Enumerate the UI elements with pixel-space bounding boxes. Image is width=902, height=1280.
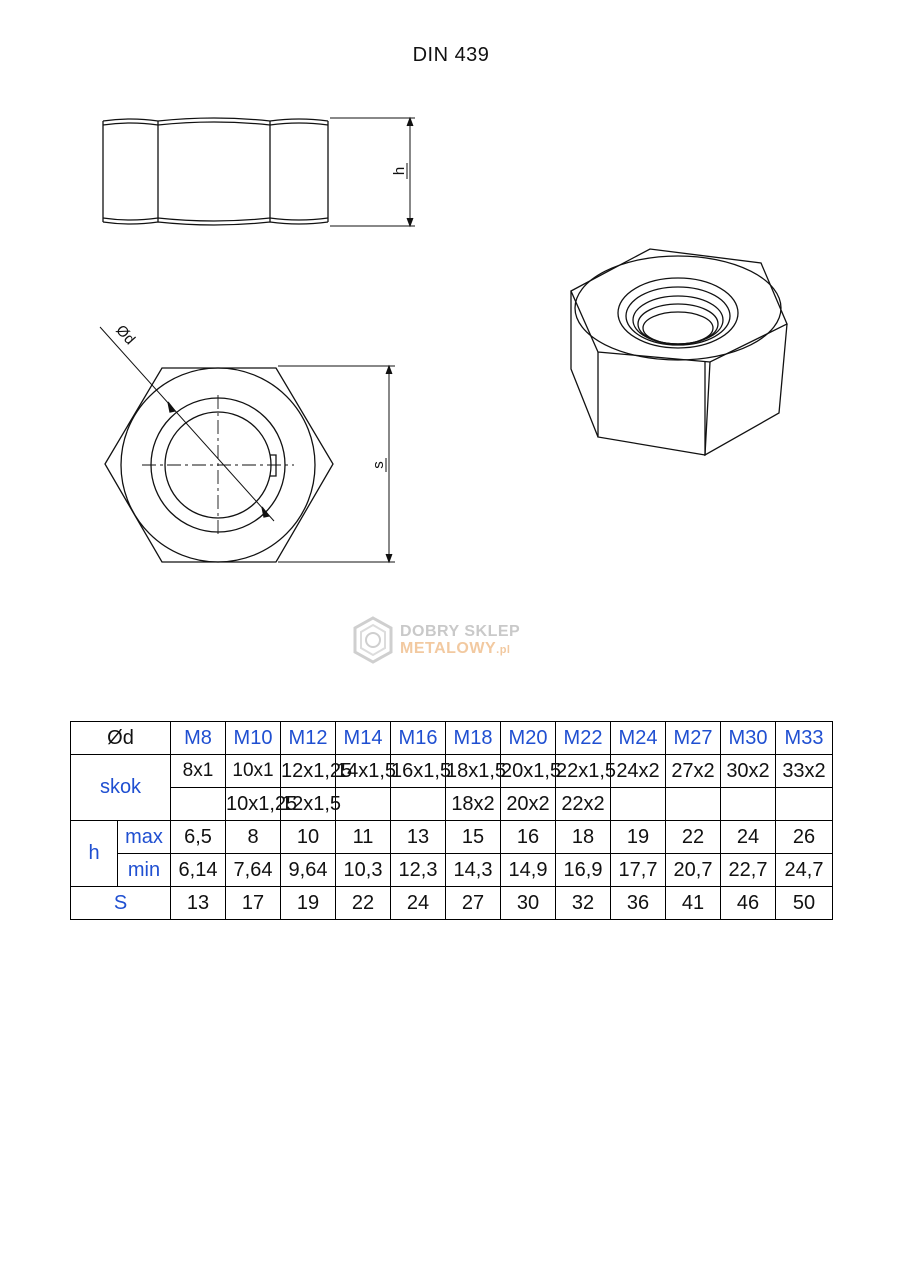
pitch-cell: 33x2 <box>776 755 833 788</box>
s-cell: 36 <box>611 887 666 920</box>
pitch-cell: 8x1 <box>171 755 226 788</box>
technical-drawing <box>0 0 902 620</box>
hex-nut-logo-icon <box>352 616 394 664</box>
size-cell: M24 <box>611 722 666 755</box>
size-cell: M10 <box>226 722 281 755</box>
pitch-cell: 16x1,5 <box>391 755 446 788</box>
s-cell: 50 <box>776 887 833 920</box>
h-min-cell: 20,7 <box>666 854 721 887</box>
pitch-cell: 10x1,25 <box>226 788 281 821</box>
h-label: h <box>391 166 408 176</box>
size-cell: M22 <box>556 722 611 755</box>
page-title: DIN 439 <box>412 44 490 66</box>
hex-top-view <box>100 327 333 562</box>
h-min-cell: 14,3 <box>446 854 501 887</box>
pitch-cell: 10x1 <box>226 755 281 788</box>
isometric-view <box>571 249 787 455</box>
s-cell: 30 <box>501 887 556 920</box>
pitch-cell: 30x2 <box>721 755 776 788</box>
size-cell: M27 <box>666 722 721 755</box>
s-cell: 41 <box>666 887 721 920</box>
size-cell: M18 <box>446 722 501 755</box>
pitch-cell: 20x1,5 <box>501 755 556 788</box>
pitch-cell <box>336 788 391 821</box>
size-cell: M16 <box>391 722 446 755</box>
pitch-cell: 20x2 <box>501 788 556 821</box>
size-cell: M30 <box>721 722 776 755</box>
s-cell: 17 <box>226 887 281 920</box>
dimension-table <box>70 721 833 920</box>
h-min-cell: 9,64 <box>281 854 336 887</box>
pitch-cell: 22x1,5 <box>556 755 611 788</box>
h-max-cell: 10 <box>281 821 336 854</box>
s-label-cell: S <box>71 887 171 920</box>
size-cell: M20 <box>501 722 556 755</box>
pitch-cell: 18x2 <box>446 788 501 821</box>
h-max-cell: 26 <box>776 821 833 854</box>
h-max-cell: 24 <box>721 821 776 854</box>
s-cell: 27 <box>446 887 501 920</box>
pitch-cell: 12x1,25 <box>281 755 336 788</box>
h-max-cell: 15 <box>446 821 501 854</box>
s-cell: 32 <box>556 887 611 920</box>
size-cell: M33 <box>776 722 833 755</box>
pitch-cell: 14x1,5 <box>336 755 391 788</box>
size-cell: M8 <box>171 722 226 755</box>
h-min-cell: 16,9 <box>556 854 611 887</box>
h-label-cell: h <box>71 821 118 887</box>
h-max-cell: 13 <box>391 821 446 854</box>
side-view <box>103 118 328 225</box>
min-label: min <box>118 854 171 887</box>
h-max-cell: 18 <box>556 821 611 854</box>
h-max-cell: 11 <box>336 821 391 854</box>
pitch-cell <box>611 788 666 821</box>
pitch-cell: 27x2 <box>666 755 721 788</box>
h-max-cell: 6,5 <box>171 821 226 854</box>
h-min-cell: 12,3 <box>391 854 446 887</box>
skok-row-1 <box>71 755 833 788</box>
d-label: Ød <box>112 321 139 349</box>
pitch-cell <box>776 788 833 821</box>
s-cell: 13 <box>171 887 226 920</box>
h-min-cell: 10,3 <box>336 854 391 887</box>
logo-line1: DOBRY SKLEP <box>400 623 521 640</box>
size-cell: M14 <box>336 722 391 755</box>
pitch-cell: 22x2 <box>556 788 611 821</box>
h-max-cell: 22 <box>666 821 721 854</box>
h-min-cell: 7,64 <box>226 854 281 887</box>
pitch-cell: 24x2 <box>611 755 666 788</box>
h-min-cell: 6,14 <box>171 854 226 887</box>
h-max-cell: 8 <box>226 821 281 854</box>
s-cell: 46 <box>721 887 776 920</box>
h-min-cell: 22,7 <box>721 854 776 887</box>
logo <box>352 616 572 664</box>
size-cell: M12 <box>281 722 336 755</box>
h-max-row <box>71 821 833 854</box>
h-max-cell: 16 <box>501 821 556 854</box>
pitch-cell <box>666 788 721 821</box>
header-label: Ød <box>71 722 171 755</box>
s-cell: 19 <box>281 887 336 920</box>
header-row <box>71 722 833 755</box>
pitch-cell <box>171 788 226 821</box>
max-label: max <box>118 821 171 854</box>
s-cell: 24 <box>391 887 446 920</box>
s-row <box>71 887 833 920</box>
h-min-cell: 24,7 <box>776 854 833 887</box>
h-min-cell: 14,9 <box>501 854 556 887</box>
pitch-cell: 12x1,5 <box>281 788 336 821</box>
pitch-cell <box>721 788 776 821</box>
skok-label: skok <box>71 755 171 821</box>
s-label: s <box>370 461 387 469</box>
logo-line2: METALOWY.pl <box>400 640 511 657</box>
pitch-cell <box>391 788 446 821</box>
h-max-cell: 19 <box>611 821 666 854</box>
skok-row-2 <box>71 788 833 821</box>
h-min-cell: 17,7 <box>611 854 666 887</box>
pitch-cell: 18x1,5 <box>446 755 501 788</box>
h-min-row <box>71 854 833 887</box>
s-cell: 22 <box>336 887 391 920</box>
